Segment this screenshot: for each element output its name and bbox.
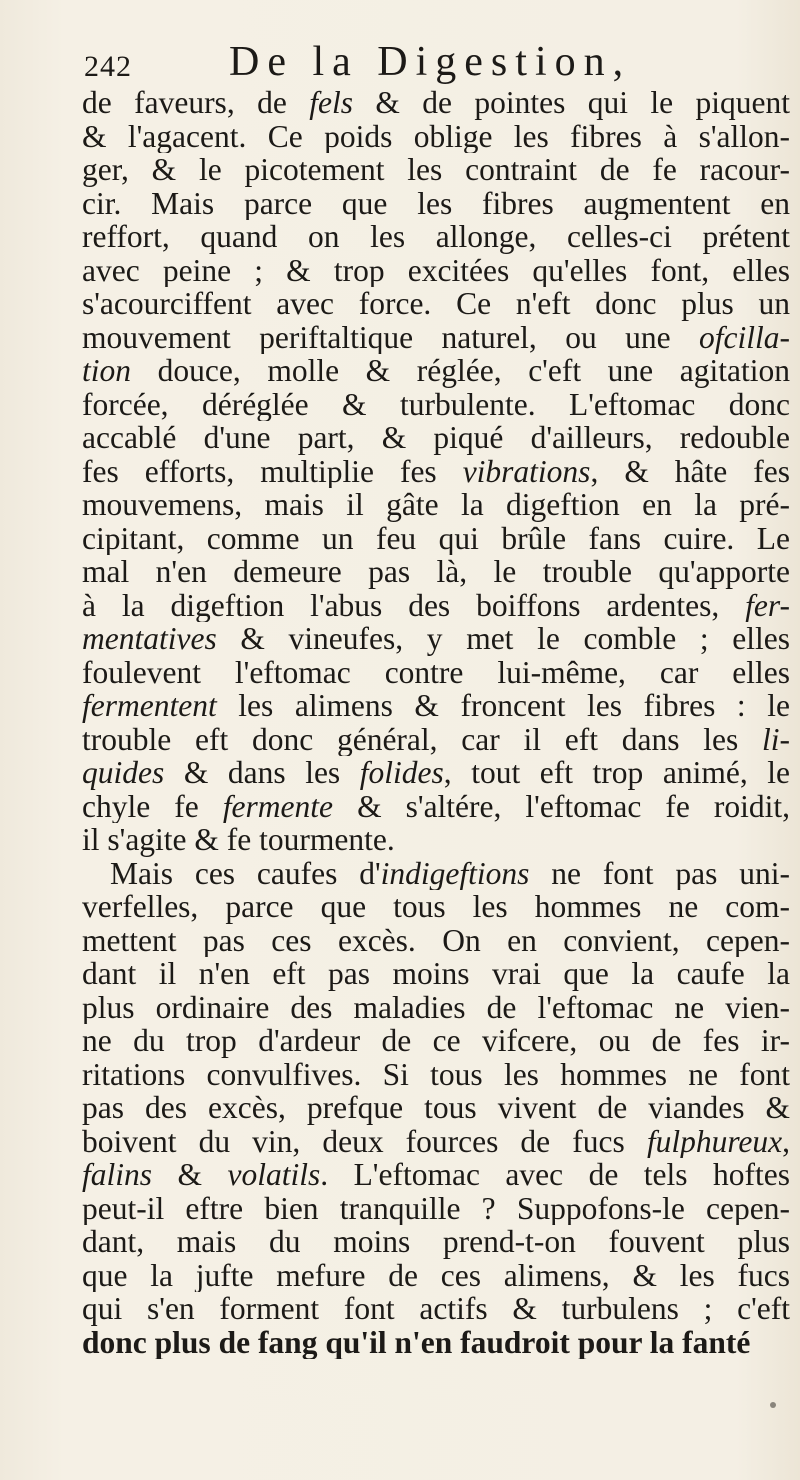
text-segment: plus ordinaire des maladies de l'eftomac ne vien- bbox=[82, 990, 790, 1024]
text-line bbox=[82, 622, 790, 656]
text-segment: mouvemens, mais il gâte la digeftion en la pré- bbox=[82, 488, 790, 522]
text-line bbox=[82, 589, 790, 623]
text-line bbox=[82, 823, 790, 857]
text-line bbox=[82, 723, 790, 757]
text-segment: & s'altére, l'eftomac fe roidit, bbox=[333, 789, 790, 823]
text-segment: , bbox=[782, 1124, 790, 1158]
text-line bbox=[82, 890, 790, 924]
text-segment: Mais ces caufes d' bbox=[110, 856, 381, 890]
italic-term: falins bbox=[82, 1158, 153, 1192]
italic-term: fermente bbox=[222, 789, 334, 823]
text-line bbox=[82, 153, 790, 187]
text-segment: peut-il eftre bien tranquille ? Suppofons-le cepen- bbox=[82, 1191, 790, 1225]
text-segment: & dans les bbox=[164, 756, 360, 790]
text-segment: , tout eft trop animé, le bbox=[443, 756, 790, 790]
text-line bbox=[82, 1125, 790, 1159]
italic-term: fels bbox=[309, 86, 353, 120]
text-line bbox=[82, 522, 790, 556]
text-segment: chyle fe bbox=[82, 789, 223, 823]
text-line bbox=[82, 1192, 790, 1226]
text-segment: cir. Mais parce que les fibres augmentent en bbox=[82, 186, 790, 220]
text-line bbox=[82, 321, 790, 355]
text-segment: dant, mais du moins prend-t-on fouvent plus bbox=[82, 1225, 790, 1259]
italic-term: mentatives bbox=[82, 622, 217, 656]
text-segment: dant il n'en eft pas moins vrai que la caufe la bbox=[82, 957, 790, 991]
text-segment: & vineufes, y met le comble ; elles bbox=[216, 622, 790, 656]
text-line bbox=[82, 689, 790, 723]
text-segment: douce, molle & réglée, c'eft une agitation bbox=[131, 354, 790, 388]
italic-term: volatils bbox=[227, 1158, 321, 1192]
text-line bbox=[82, 1259, 790, 1293]
text-segment: fes efforts, multiplie fes bbox=[82, 454, 463, 488]
text-segment: ne font pas uni- bbox=[529, 856, 790, 890]
text-line bbox=[82, 120, 790, 154]
text-segment: & l'agacent. Ce poids oblige les fibres à s'allon- bbox=[82, 119, 790, 153]
text-segment: mal n'en demeure pas là, le trouble qu'apporte bbox=[82, 555, 790, 589]
text-segment: & de pointes qui le piquent bbox=[352, 86, 790, 120]
text-line bbox=[82, 86, 790, 120]
italic-term: vibrations bbox=[462, 454, 591, 488]
text-line bbox=[82, 254, 790, 288]
text-line bbox=[82, 857, 790, 891]
italic-term: tion bbox=[82, 354, 132, 388]
text-line bbox=[82, 1024, 790, 1058]
text-segment: boivent du vin, deux fources de fucs bbox=[82, 1124, 647, 1158]
italic-term: indigeftions bbox=[380, 856, 530, 890]
text-line bbox=[82, 756, 790, 790]
text-segment: avec peine ; & trop excitées qu'elles font, elles bbox=[82, 253, 790, 287]
text-segment: forcée, déréglée & turbulente. L'eftomac donc bbox=[82, 387, 790, 421]
italic-term: quides bbox=[82, 756, 165, 790]
text-line bbox=[82, 354, 790, 388]
text-line bbox=[82, 790, 790, 824]
text-segment: donc plus de fang qu'il n'en faudroit pour la fanté bbox=[82, 1325, 751, 1359]
text-segment: , & hâte fes bbox=[590, 454, 790, 488]
text-segment: ger, & le picotement les contraint de fe racour- bbox=[82, 153, 790, 187]
text-segment: cipitant, comme un feu qui brûle fans cuire. Le bbox=[82, 521, 790, 555]
text-line bbox=[82, 388, 790, 422]
text-segment: ne du trop d'ardeur de ce vifcere, ou de fes ir- bbox=[82, 1024, 790, 1058]
text-segment: reffort, quand on les allonge, celles-ci prétent bbox=[82, 220, 790, 254]
italic-term: fer- bbox=[745, 588, 790, 622]
text-line bbox=[82, 924, 790, 958]
text-segment: mouvement periftaltique naturel, ou une bbox=[82, 320, 700, 354]
text-segment: pas des excès, prefque tous vivent de viandes & bbox=[82, 1091, 790, 1125]
ink-speck bbox=[770, 1402, 776, 1408]
running-title: De la Digestion, bbox=[229, 39, 632, 85]
text-segment: les alimens & froncent les fibres : le bbox=[216, 689, 790, 723]
text-line bbox=[82, 187, 790, 221]
text-line bbox=[82, 555, 790, 589]
text-line bbox=[82, 656, 790, 690]
italic-term: fermentent bbox=[82, 689, 217, 723]
text-line bbox=[82, 220, 790, 254]
text-line bbox=[82, 421, 790, 455]
page-number: 242 bbox=[84, 50, 132, 83]
text-segment: à la digeftion l'abus des boiffons ardentes, bbox=[82, 588, 746, 622]
text-line bbox=[82, 1292, 790, 1326]
text-segment: il s'agite & fe tourmente. bbox=[82, 823, 395, 857]
text-line bbox=[82, 287, 790, 321]
text-segment: accablé d'une part, & piqué d'ailleurs, redouble bbox=[82, 421, 790, 455]
italic-term: folides bbox=[359, 756, 444, 790]
text-line bbox=[82, 991, 790, 1025]
text-segment: qui s'en forment font actifs & turbulens ; c'eft bbox=[82, 1292, 790, 1326]
text-segment: que la jufte mefure de ces alimens, & les fucs bbox=[82, 1258, 790, 1292]
text-segment: verfelles, parce que tous les hommes ne com- bbox=[82, 890, 790, 924]
italic-term: ofcilla- bbox=[699, 320, 790, 354]
text-segment: de faveurs, de bbox=[82, 86, 310, 120]
italic-term: fulphureux bbox=[646, 1124, 783, 1158]
text-segment: foulevent l'eftomac contre lui-même, car elles bbox=[82, 655, 790, 689]
text-line bbox=[82, 1158, 790, 1192]
text-line bbox=[82, 1091, 790, 1125]
text-line bbox=[82, 1225, 790, 1259]
text-segment: ritations convulfives. Si tous les hommes ne font bbox=[82, 1057, 790, 1091]
text-line bbox=[82, 455, 790, 489]
italic-term: li- bbox=[762, 722, 790, 756]
text-segment: s'acourciffent avec force. Ce n'eft donc plus un bbox=[82, 287, 790, 321]
body-text bbox=[82, 86, 790, 1359]
text-segment: . L'eftomac avec de tels hoftes bbox=[320, 1158, 790, 1192]
text-segment: mettent pas ces excès. On en convient, cepen- bbox=[82, 923, 790, 957]
text-segment: & bbox=[152, 1158, 228, 1192]
text-line bbox=[82, 957, 790, 991]
text-line bbox=[82, 1058, 790, 1092]
text-segment: trouble eft donc général, car il eft dans les bbox=[82, 722, 762, 756]
text-line bbox=[82, 1326, 790, 1360]
text-line bbox=[82, 488, 790, 522]
